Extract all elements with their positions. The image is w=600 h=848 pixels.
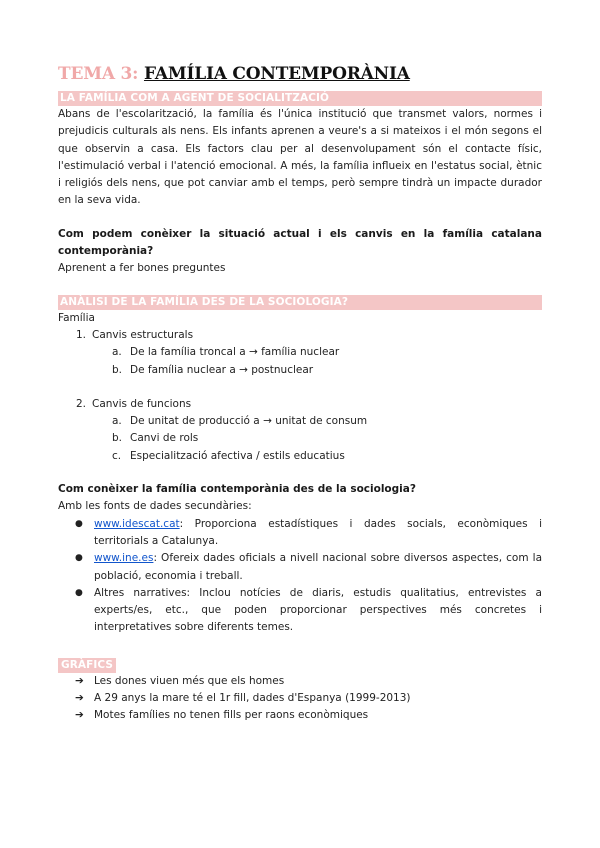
- list-subitem-label: Especialització afectiva / estils educatius: [130, 449, 345, 462]
- title-main: FAMÍLIA CONTEMPORÀNIA: [143, 64, 410, 84]
- list-item: [58, 690, 542, 707]
- list-number: 2.: [76, 397, 87, 410]
- list-item: [58, 327, 542, 344]
- list-item-label: Les dones viuen més que els homes: [94, 674, 285, 687]
- question-sociologia: Com conèixer la família contemporània des de la sociologia?: [58, 483, 416, 496]
- list-subitem: [58, 430, 542, 447]
- list-letter: b.: [112, 432, 123, 445]
- sources-list: [58, 516, 542, 637]
- bullet-icon: ●: [75, 553, 83, 564]
- list-item: [58, 707, 542, 724]
- section-heading-text: LA FAMÍLIA COM A AGENT DE SOCIALITZACIÓ: [60, 92, 330, 104]
- list-spacer: [58, 379, 542, 396]
- source-description: Altres narratives: Inclou notícies de diaris, estudis qualitatius, entrevistes a experts/es, etc., que poden proporcionar perspectives més concretes i interpretatives sobre diferents temes.: [94, 586, 542, 634]
- page-title: [58, 62, 542, 86]
- list-item-label: Canvis de funcions: [92, 397, 192, 410]
- list-subitem: [58, 362, 542, 379]
- answer-text: Aprenent a fer bones preguntes: [58, 262, 226, 275]
- familia-label: Família: [58, 311, 95, 324]
- bullet-icon: ●: [75, 587, 83, 598]
- list-item: [58, 673, 542, 690]
- title-prefix: TEMA 3:: [58, 64, 139, 84]
- list-item-label: Motes famílies no tenen fills per raons econòmiques: [94, 709, 369, 722]
- list-subitem-label: De unitat de producció a → unitat de consum: [130, 415, 368, 428]
- section-heading-grafics: [58, 658, 116, 673]
- list-subitem: [58, 448, 542, 465]
- source-description: : Proporciona estadístiques i dades socials, econòmiques i territorials a Catalunya.: [94, 517, 542, 547]
- list-subitem: [58, 344, 542, 361]
- bullet-icon: ●: [75, 518, 83, 529]
- section-heading-text: GRÀFICS: [61, 658, 114, 671]
- canvis-list: [58, 327, 542, 465]
- section-heading-text: ANÀLISI DE LA FAMÍLIA DES DE LA SOCIOLOGIA?: [60, 295, 349, 308]
- document-page: [58, 62, 542, 725]
- list-item-label: Canvis estructurals: [92, 328, 194, 341]
- list-item: [58, 396, 542, 413]
- source-item-ine: [58, 550, 542, 585]
- list-subitem-label: De la família troncal a → família nuclear: [130, 346, 340, 359]
- list-number: 1.: [76, 328, 87, 341]
- idescat-link[interactable]: www.idescat.cat: [94, 517, 180, 530]
- source-item-idescat: [58, 516, 542, 551]
- section-heading-socialitzacio: [58, 91, 542, 106]
- list-subitem: [58, 413, 542, 430]
- source-item-altres: [58, 585, 542, 637]
- list-item-label: A 29 anys la mare té el 1r fill, dades d'Espanya (1999-2013): [94, 692, 411, 705]
- sources-intro: Amb les fonts de dades secundàries:: [58, 500, 252, 513]
- ine-link[interactable]: www.ine.es: [94, 552, 154, 565]
- source-description: : Ofereix dades oficials a nivell nacional sobre diversos aspectes, com la població, economia i treball.: [94, 552, 542, 582]
- socialitzacio-paragraph: Abans de l'escolarització, la família és l'única institució que transmet valors, normes i prejudicis culturals als nens. Els infants aprenen a veure's a si mateixos i el món segons el que observin a casa. Els factors clau per al desenvolupament són el contacte físic, l'estimulació verbal i l'atenció emocional. A més, la família influeix en l'estatus social, ètnic i religiós dels nens, que pot canviar amb el temps, però sempre tindrà un impacte durador en la seva vida.: [58, 108, 542, 207]
- list-letter: a.: [112, 346, 122, 359]
- arrow-icon: ➔: [75, 674, 84, 687]
- list-subitem-label: De família nuclear a → postnuclear: [130, 363, 314, 376]
- arrow-icon: ➔: [75, 692, 84, 705]
- list-letter: c.: [112, 449, 122, 462]
- list-subitem-label: Canvi de rols: [130, 432, 199, 445]
- list-letter: a.: [112, 415, 122, 428]
- section-heading-sociologia: [58, 295, 542, 310]
- question-situacio-actual: Com podem conèixer la situació actual i els canvis en la família catalana contemporània?: [58, 227, 542, 258]
- list-letter: b.: [112, 363, 123, 376]
- arrow-icon: ➔: [75, 709, 84, 722]
- grafics-list: [58, 673, 542, 725]
